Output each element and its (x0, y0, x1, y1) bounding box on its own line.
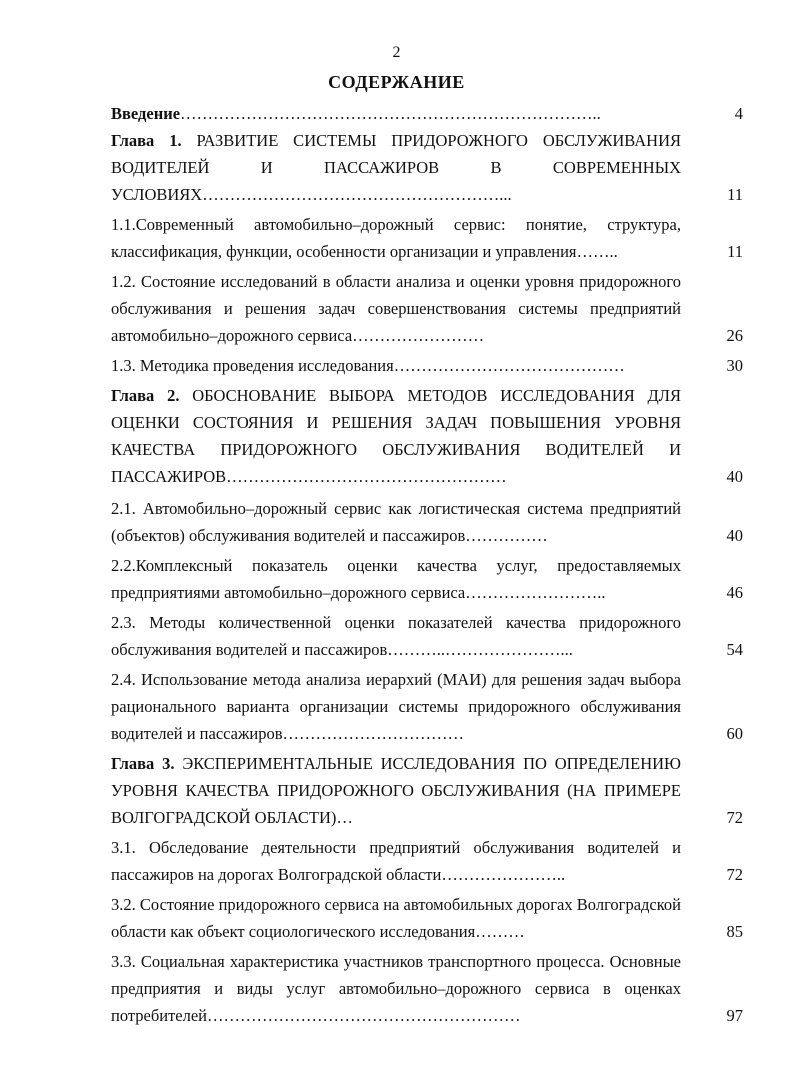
toc-entry-lead: Глава 3. (111, 754, 175, 773)
toc-entry-lead: Глава 1. (111, 131, 182, 150)
toc-entry-lead: Введение (111, 104, 181, 123)
toc-entry-section-2-1 (111, 495, 743, 549)
toc-page-number: 11 (727, 242, 743, 261)
toc-entry-text: 2.2.Комплексный показатель оценки качества услуг, предоставляемых предприятиями автомобильно–дорожного сервиса…………………….. (111, 556, 681, 602)
toc-entry-chapter-1 (111, 127, 743, 208)
toc-entry-text: 2.4. Использование метода анализа иерархий (МАИ) для решения задач выбора рационального варианта организации системы придорожного обслуживания водителей и пассажиров…………………………… (111, 670, 681, 743)
toc-page-number: 60 (726, 724, 743, 743)
toc-entry-text: ………………………………………………………………….. (180, 104, 601, 123)
toc-page-number: 72 (726, 808, 743, 827)
toc-entry-text: 2.1. Автомобильно–дорожный сервис как логистическая система предприятий (объектов) обслуживания водителей и пассажиров…………… (111, 499, 681, 545)
toc-page-number: 54 (726, 640, 743, 659)
toc-entry-section-2-4 (111, 666, 743, 747)
toc-entry-text: 1.2. Состояние исследований в области анализа и оценки уровня придорожного обслуживания и решения задач совершенствования системы предприятий автомобильно–дорожного сервиса…………………… (111, 272, 681, 345)
toc-page-number: 40 (726, 526, 743, 545)
toc-entry-section-1-3 (111, 352, 743, 379)
toc-entry-section-2-3 (111, 609, 743, 663)
page-number: 2 (392, 44, 401, 61)
toc-entry-section-3-3 (111, 948, 743, 1029)
page-title: СОДЕРЖАНИЕ (328, 72, 465, 92)
toc-entry-text: ОБОСНОВАНИЕ ВЫБОРА МЕТОДОВ ИССЛЕДОВАНИЯ ДЛЯ ОЦЕНКИ СОСТОЯНИЯ И РЕШЕНИЯ ЗАДАЧ ПОВЫШЕНИЯ УРОВНЯ КАЧЕСТВА ПРИДОРОЖНОГО ОБСЛУЖИВАНИЯ ВОДИТЕЛЕЙ И ПАССАЖИРОВ…………………………………………… (111, 386, 681, 486)
toc-page-number: 46 (726, 583, 743, 602)
toc-entry-chapter-3 (111, 750, 743, 831)
toc-page-number: 72 (726, 865, 743, 884)
toc-entry-text: РАЗВИТИЕ СИСТЕМЫ ПРИДОРОЖНОГО ОБСЛУЖИВАНИЯ ВОДИТЕЛЕЙ И ПАССАЖИРОВ В СОВРЕМЕННЫХ УСЛОВИЯХ………………………………………………... (111, 131, 681, 204)
toc-page-number: 85 (726, 922, 743, 941)
toc-entry-text: ЭКСПЕРИМЕНТАЛЬНЫЕ ИССЛЕДОВАНИЯ ПО ОПРЕДЕЛЕНИЮ УРОВНЯ КАЧЕСТВА ПРИДОРОЖНОГО ОБСЛУЖИВАНИЯ (НА ПРИМЕРЕ ВОЛГОГРАДСКОЙ ОБЛАСТИ)… (111, 754, 681, 827)
toc-entry-text: 3.1. Обследование деятельности предприятий обслуживания водителей и пассажиров на дорогах Волгоградской области………………….. (111, 838, 681, 884)
toc-entry-text: 2.3. Методы количественной оценки показателей качества придорожного обслуживания водителей и пассажиров………..…………………... (111, 613, 681, 659)
toc-page-number: 4 (734, 104, 743, 123)
toc-entry-text: 1.1.Современный автомобильно–дорожный сервис: понятие, структура, классификация, функции, особенности организации и управления…….. (111, 215, 681, 261)
toc-entry-text: 3.3. Социальная характеристика участников транспортного процесса. Основные предприятия и виды услуг автомобильно–дорожного сервиса в оценках потребителей………………………………………………… (111, 952, 681, 1025)
toc-entry-introduction (111, 100, 743, 127)
toc-entry-section-1-1 (111, 211, 743, 265)
toc-page-number: 30 (726, 356, 743, 375)
toc-entry-section-1-2 (111, 268, 743, 349)
toc-page-number: 26 (726, 326, 743, 345)
toc-page-number: 97 (726, 1006, 743, 1025)
table-of-contents (111, 100, 743, 1029)
toc-page-number: 40 (726, 467, 743, 486)
toc-entry-lead: Глава 2. (111, 386, 180, 405)
toc-entry-section-2-2 (111, 552, 743, 606)
toc-entry-text: 1.3. Методика проведения исследования…………………………………… (111, 356, 625, 375)
toc-page-number: 11 (727, 185, 743, 204)
toc-entry-section-3-2 (111, 891, 743, 945)
toc-entry-chapter-2 (111, 382, 743, 490)
toc-entry-section-3-1 (111, 834, 743, 888)
toc-entry-text: 3.2. Состояние придорожного сервиса на автомобильных дорогах Волгоградской области как объект социологического исследования……… (111, 895, 681, 941)
